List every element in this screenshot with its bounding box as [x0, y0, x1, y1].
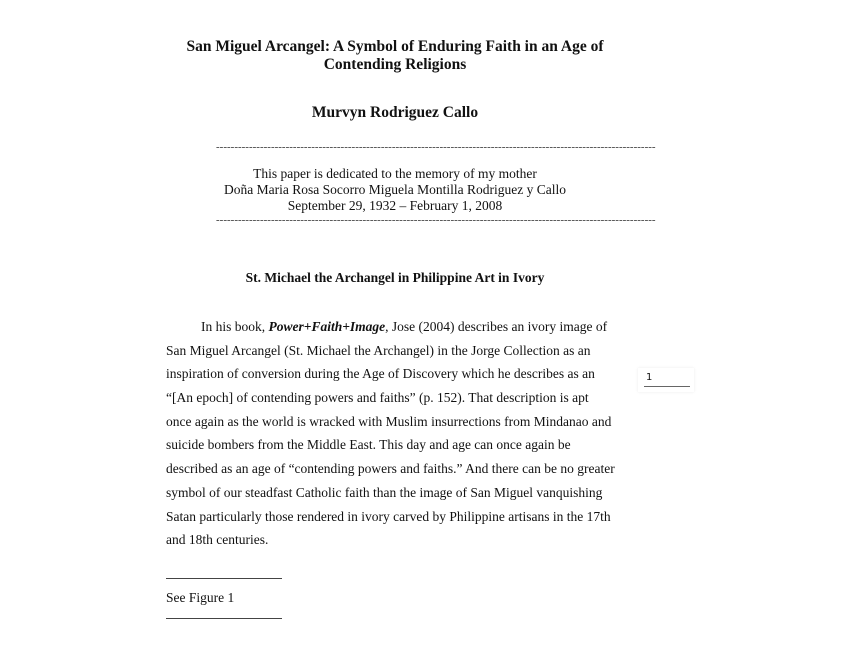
body-line-1-prefix: In his book,	[201, 319, 269, 334]
dashed-separator-top: ------------------------------------------------------------------------------------------------------------------------	[216, 141, 656, 153]
dedication-block	[160, 166, 630, 214]
footnote-marker-rule	[644, 386, 690, 387]
title-line-2: Contending Religions	[323, 56, 467, 73]
section-heading: St. Michael the Archangel in Philippine Art in Ivory	[245, 270, 545, 285]
body-line: once again as the world is wracked with Muslim insurrections from Mindanao and	[166, 413, 612, 429]
footnote-marker: 1	[646, 372, 653, 383]
book-title: Power+Faith+Image	[268, 319, 386, 334]
body-line: Satan particularly those rendered in ivory carved by Philippine artisans in the 17th	[166, 508, 611, 524]
body-line: described as an age of “contending powers and faiths.” And there can be no greater	[166, 461, 615, 477]
body-line: San Miguel Arcangel (St. Michael the Archangel) in the Jorge Collection as an	[166, 342, 591, 358]
title-line-1: San Miguel Arcangel: A Symbol of Enduring Faith in an Age of	[186, 38, 604, 55]
footnote-rule-top	[166, 578, 282, 579]
body-line: symbol of our steadfast Catholic faith than the image of San Miguel vanquishing	[166, 484, 603, 500]
dedication-line-1: This paper is dedicated to the memory of my mother	[253, 166, 537, 181]
footnote-marker-note[interactable]	[638, 368, 694, 392]
body-paragraph	[166, 315, 626, 552]
author-name: Murvyn Rodriguez Callo	[311, 104, 479, 121]
body-line	[166, 315, 626, 339]
document-title	[160, 38, 630, 74]
footnote-text: See Figure 1	[166, 590, 235, 605]
body-line: and 18th centuries.	[166, 532, 269, 548]
footnote-rule-bottom	[166, 618, 282, 619]
dedication-line-2: Doña Maria Rosa Socorro Miguela Montilla Rodriguez y Callo	[224, 182, 566, 197]
body-line: suicide bombers from the Middle East. This day and age can once again be	[166, 437, 571, 453]
body-line: inspiration of conversion during the Age of Discovery which he describes as an	[166, 366, 595, 382]
body-line-1-suffix: , Jose (2004) describes an ivory image of	[385, 319, 608, 334]
body-line: “[An epoch] of contending powers and faiths” (p. 152). That description is apt	[166, 390, 589, 406]
dedication-line-3: September 29, 1932 – February 1, 2008	[287, 198, 503, 213]
dashed-separator-bottom: ------------------------------------------------------------------------------------------------------------------------	[216, 214, 656, 226]
